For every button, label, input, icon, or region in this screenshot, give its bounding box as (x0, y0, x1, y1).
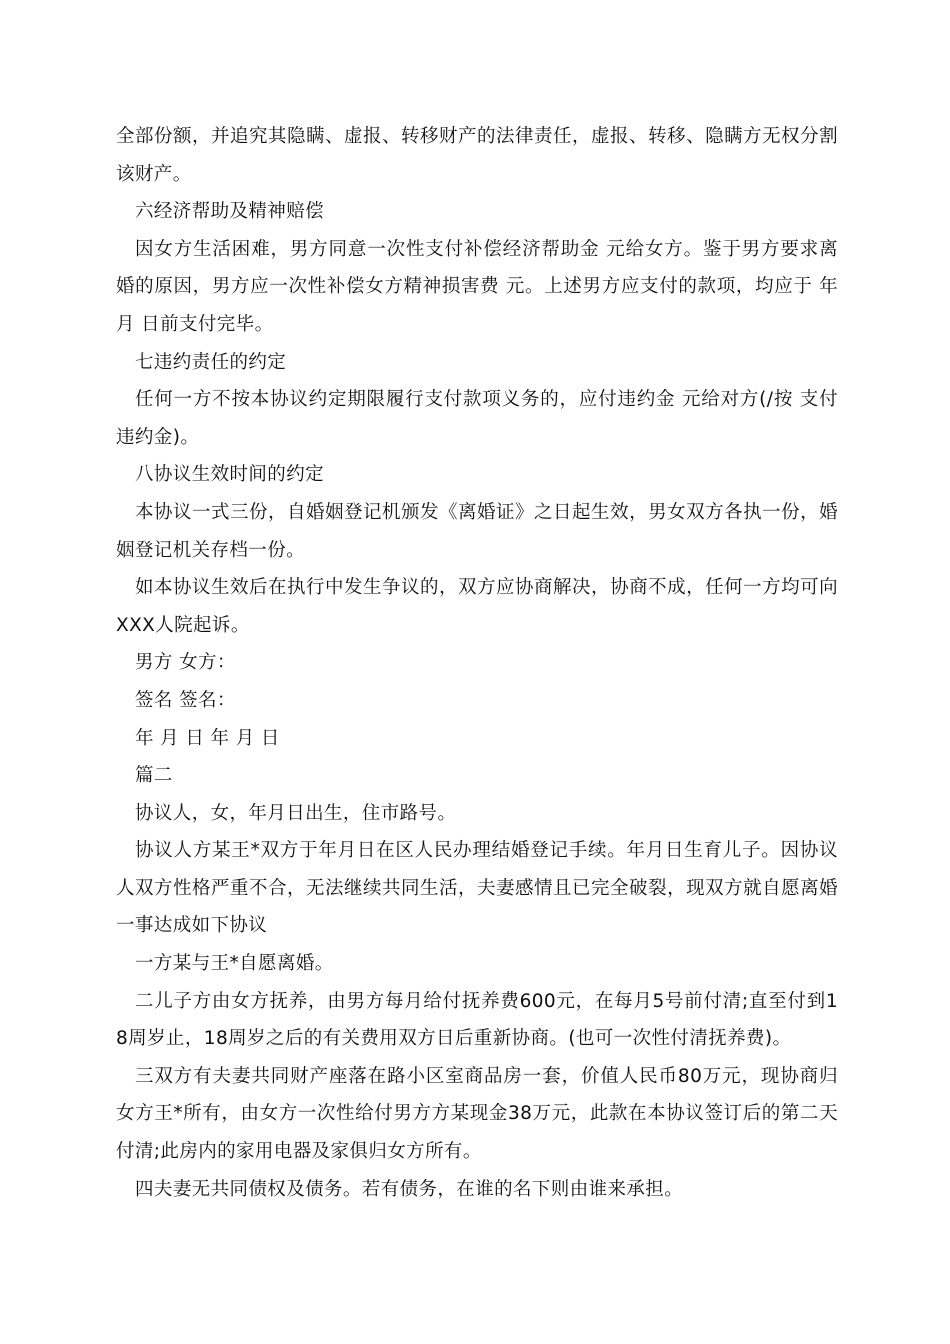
paragraph-effective-time: 本协议一式三份，自婚姻登记机颁发《离婚证》之日起生效，男女双方各执一份，婚姻登记机关存档一份。 (116, 501, 838, 561)
section-heading-economic-help: 六经济帮助及精神赔偿 (135, 201, 325, 223)
clause-one: 一方某与王*自愿离婚。 (135, 953, 334, 975)
section-heading-effective-time: 八协议生效时间的约定 (135, 464, 325, 486)
section-heading-breach: 七违约责任的约定 (135, 351, 287, 373)
paragraph-party-info: 协议人，女，年月日出生，住市路号。 (135, 802, 457, 824)
clause-two: 二儿子方由女方抚养，由男方每月给付抚养费600元，在每月5号前付清;直至付到18周岁止，18周岁之后的有关费用双方日后重新协商。(也可一次性付清抚养费)。 (116, 990, 838, 1050)
clause-four: 四夫妻无共同债权及债务。若有债务，在谁的名下则由谁来承担。 (135, 1178, 684, 1200)
paragraph-background: 协议人方某王*双方于年月日在区人民办理结婚登记手续。年月日生育儿子。因协议人双方性格严重不合，无法继续共同生活，夫妻感情且已完全破裂，现双方就自愿离婚一事达成如下协议 (116, 840, 838, 937)
signature-dates-line: 年 月 日 年 月 日 (135, 727, 280, 749)
paragraph-dispute: 如本协议生效后在执行中发生争议的，双方应协商解决，协商不成，任何一方均可向XXX人院起诉。 (116, 577, 838, 636)
paragraph-economic-help: 因女方生活困难，男方同意一次性支付补偿经济帮助金 元给女方。鉴于男方要求离婚的原因，男方应一次性补偿女方精神损害费 元。上述男方应支付的款项，均应于 年 月 日前支付完毕。 (116, 238, 838, 335)
document-body (116, 118, 838, 1208)
paragraph-property-concealment: 全部份额，并追究其隐瞒、虚报、转移财产的法律责任，虚报、转移、隐瞒方无权分割该财产。 (116, 126, 838, 185)
paragraph-breach: 任何一方不按本协议约定期限履行支付款项义务的，应付违约金 元给对方(/按 支付违约金)。 (116, 389, 838, 448)
clause-three: 三双方有夫妻共同财产座落在路小区室商品房一套，价值人民币80万元，现协商归女方王*所有，由女方一次性给付男方方某现金38万元，此款在本协议签订后的第二天付清;此房内的家用电器及家俱归女方所有。 (116, 1065, 838, 1163)
part-two-heading: 篇二 (135, 765, 173, 787)
signature-parties-line: 男方 女方： (135, 652, 236, 674)
signature-names-line: 签名 签名： (135, 689, 236, 711)
